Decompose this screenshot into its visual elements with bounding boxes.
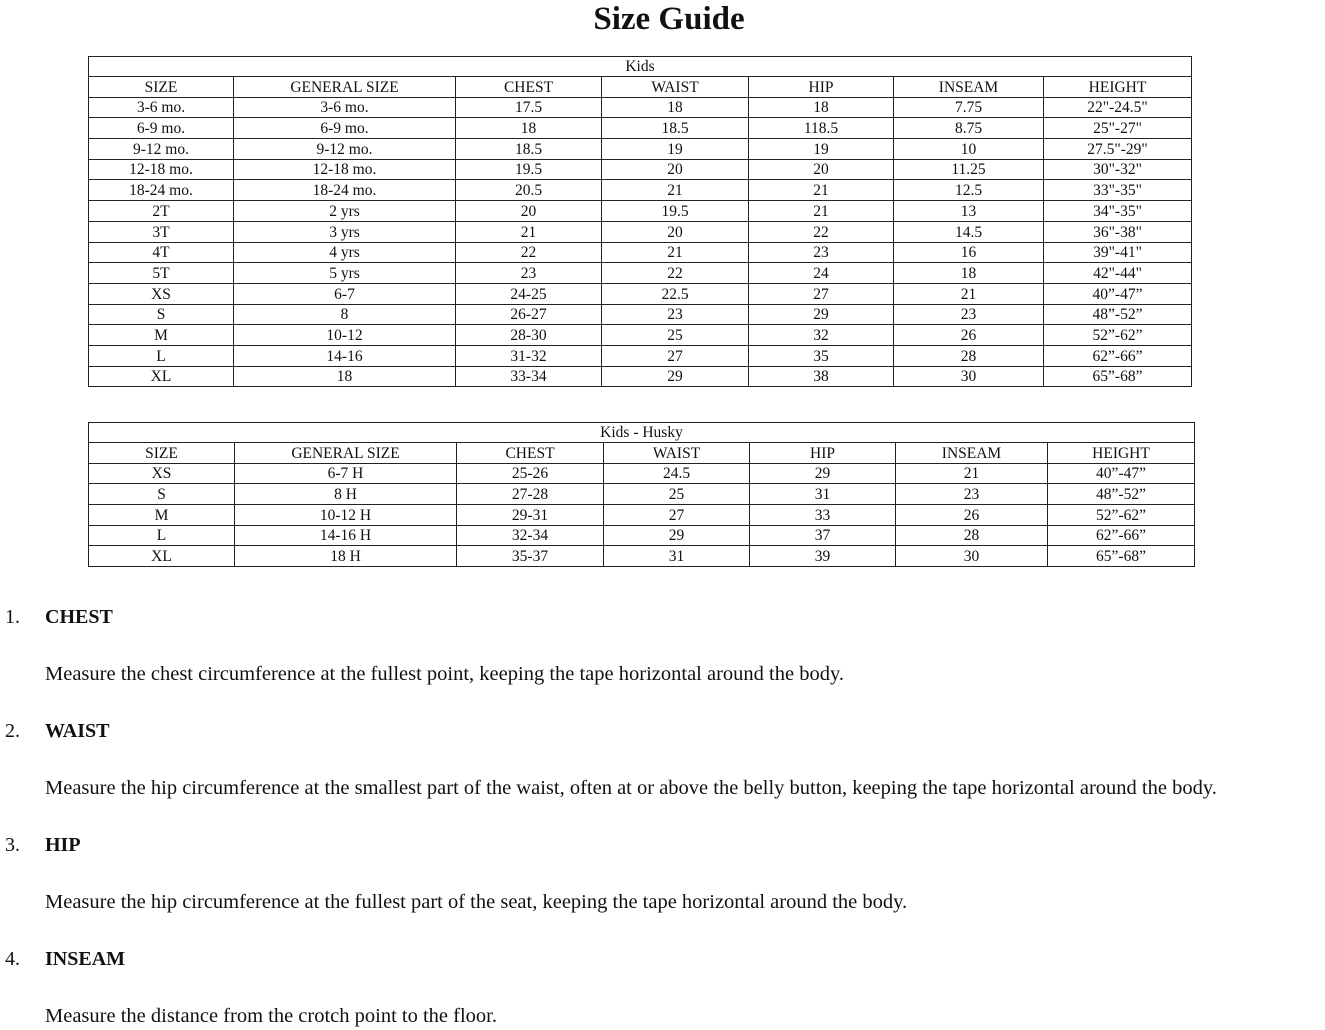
page-title: Size Guide [593, 1, 745, 37]
table-cell: 22"-24.5" [1044, 97, 1192, 118]
table-cell: 20 [749, 159, 894, 180]
table-cell: 26 [894, 325, 1044, 346]
table-cell: 52”-62” [1044, 325, 1192, 346]
table-cell: 33"-35" [1044, 180, 1192, 201]
table-cell: 30 [896, 546, 1048, 567]
table-row [89, 221, 1192, 242]
table-cell: XL [89, 546, 235, 567]
column-header: CHEST [456, 77, 602, 98]
table-cell: 33 [750, 505, 896, 526]
header-row [89, 443, 1195, 464]
table-row [89, 159, 1192, 180]
table-row [89, 366, 1192, 387]
column-header: HEIGHT [1048, 443, 1195, 464]
table-cell: 24-25 [456, 283, 602, 304]
list-number: 4. [5, 948, 20, 970]
table-cell: 31 [750, 484, 896, 505]
table-cell: 21 [602, 180, 749, 201]
table-cell: 10-12 [234, 325, 456, 346]
table-cell: 17.5 [456, 97, 602, 118]
table-cell: 10-12 H [235, 505, 457, 526]
table-cell: 48”-52” [1048, 484, 1195, 505]
table-cell: 14-16 H [235, 525, 457, 546]
table-cell: 2 yrs [234, 201, 456, 222]
table-cell: 23 [896, 484, 1048, 505]
table-cell: 18-24 mo. [234, 180, 456, 201]
table-cell: 19 [749, 139, 894, 160]
table-cell: 3 yrs [234, 221, 456, 242]
column-header: INSEAM [896, 443, 1048, 464]
table-cell: M [89, 325, 234, 346]
table-cell: 22 [456, 242, 602, 263]
table-cell: 62”-66” [1044, 345, 1192, 366]
table-cell: 27-28 [457, 484, 604, 505]
column-header: GENERAL SIZE [235, 443, 457, 464]
table-cell: 52”-62” [1048, 505, 1195, 526]
table-cell: 65”-68” [1044, 366, 1192, 387]
table-cell: 39 [750, 546, 896, 567]
table-row [89, 139, 1192, 160]
table-cell: 6-7 H [235, 463, 457, 484]
table-cell: 25 [604, 484, 750, 505]
table-cell: 18 [602, 97, 749, 118]
table-cell: 19.5 [456, 159, 602, 180]
kids-size-table [88, 56, 1192, 387]
table-cell: 18 [234, 366, 456, 387]
table-cell: 35 [749, 345, 894, 366]
table-row [89, 546, 1195, 567]
measurement-description: Measure the chest circumference at the fullest point, keeping the tape horizontal around the body. [45, 663, 845, 685]
table-cell: 7.75 [894, 97, 1044, 118]
column-header: WAIST [602, 77, 749, 98]
table-cell: 31 [604, 546, 750, 567]
column-header: INSEAM [894, 77, 1044, 98]
table-row [89, 525, 1195, 546]
table-cell: 31-32 [456, 345, 602, 366]
table-cell: 5 yrs [234, 263, 456, 284]
table-cell: 29-31 [457, 505, 604, 526]
header-row [89, 77, 1192, 98]
table-row [89, 505, 1195, 526]
table-cell: 29 [602, 366, 749, 387]
table-row [89, 283, 1192, 304]
table-cell: 14.5 [894, 221, 1044, 242]
table-cell: 20 [602, 221, 749, 242]
measurement-description: Measure the hip circumference at the fullest part of the seat, keeping the tape horizontal around the body. [45, 891, 908, 913]
table-cell: 21 [602, 242, 749, 263]
column-header: HIP [750, 443, 896, 464]
table-row [89, 180, 1192, 201]
table-cell: XL [89, 366, 234, 387]
table-cell: 42"-44" [1044, 263, 1192, 284]
table-cell: 29 [604, 525, 750, 546]
table-cell: 26 [896, 505, 1048, 526]
table-cell: 6-9 mo. [89, 118, 234, 139]
table-cell: L [89, 525, 235, 546]
table-cell: 37 [750, 525, 896, 546]
table-cell: L [89, 345, 234, 366]
measurement-heading: WAIST [45, 720, 110, 742]
table-cell: 27.5"-29" [1044, 139, 1192, 160]
table-row [89, 263, 1192, 284]
table-row [89, 201, 1192, 222]
table-cell: 18 [894, 263, 1044, 284]
table-cell: 12.5 [894, 180, 1044, 201]
table-cell: 20 [602, 159, 749, 180]
table-cell: 18.5 [456, 139, 602, 160]
table-cell: 36"-38" [1044, 221, 1192, 242]
table-cell: 34"-35" [1044, 201, 1192, 222]
measurement-heading: INSEAM [45, 948, 126, 970]
measurement-description: Measure the distance from the crotch point to the floor. [45, 1005, 498, 1027]
table-cell: 19 [602, 139, 749, 160]
table-cell: 12-18 mo. [89, 159, 234, 180]
table-cell: 33-34 [456, 366, 602, 387]
table-cell: 40”-47” [1044, 283, 1192, 304]
table-cell: 27 [749, 283, 894, 304]
table-cell: 30"-32" [1044, 159, 1192, 180]
table-cell: 27 [604, 505, 750, 526]
list-number: 1. [5, 606, 20, 628]
table-cell: M [89, 505, 235, 526]
list-number: 3. [5, 834, 20, 856]
table-cell: XS [89, 283, 234, 304]
table-cell: 38 [749, 366, 894, 387]
table-cell: 6-9 mo. [234, 118, 456, 139]
table-cell: 8 H [235, 484, 457, 505]
table-cell: 18 [749, 97, 894, 118]
table-cell: 23 [602, 304, 749, 325]
table-row [89, 345, 1192, 366]
column-header: GENERAL SIZE [234, 77, 456, 98]
table-row [89, 118, 1192, 139]
table-cell: 12-18 mo. [234, 159, 456, 180]
table-cell: 25 [602, 325, 749, 346]
table-cell: 27 [602, 345, 749, 366]
table-cell: 4 yrs [234, 242, 456, 263]
column-header: WAIST [604, 443, 750, 464]
table-cell: 29 [750, 463, 896, 484]
table-cell: 32-34 [457, 525, 604, 546]
table-cell: 24.5 [604, 463, 750, 484]
table-cell: 18 [456, 118, 602, 139]
table-caption: Kids [89, 57, 1192, 77]
table-cell: 40”-47” [1048, 463, 1195, 484]
table-cell: 21 [896, 463, 1048, 484]
table-cell: 20.5 [456, 180, 602, 201]
table-cell: 23 [894, 304, 1044, 325]
table-cell: 4T [89, 242, 234, 263]
table-cell: 5T [89, 263, 234, 284]
table-cell: 18 H [235, 546, 457, 567]
table-cell: 22 [749, 221, 894, 242]
table-cell: 20 [456, 201, 602, 222]
measurement-heading: CHEST [45, 606, 113, 628]
table-cell: 25-26 [457, 463, 604, 484]
table-cell: 23 [456, 263, 602, 284]
table-cell: 26-27 [456, 304, 602, 325]
table-cell: 35-37 [457, 546, 604, 567]
column-header: SIZE [89, 77, 234, 98]
table-cell: 8.75 [894, 118, 1044, 139]
table-row [89, 484, 1195, 505]
table-cell: 9-12 mo. [89, 139, 234, 160]
table-cell: 39"-41" [1044, 242, 1192, 263]
table-cell: S [89, 484, 235, 505]
table-cell: 21 [456, 221, 602, 242]
table-cell: 24 [749, 263, 894, 284]
table-cell: XS [89, 463, 235, 484]
table-cell: 3T [89, 221, 234, 242]
table-cell: 3-6 mo. [234, 97, 456, 118]
measurement-description: Measure the hip circumference at the smallest part of the waist, often at or above the belly button, keeping the tape horizontal around the body. [45, 777, 1217, 799]
table-row [89, 97, 1192, 118]
table-cell: 30 [894, 366, 1044, 387]
table-cell: 19.5 [602, 201, 749, 222]
table-cell: 25"-27" [1044, 118, 1192, 139]
column-header: HEIGHT [1044, 77, 1192, 98]
table-cell: 3-6 mo. [89, 97, 234, 118]
table-cell: 18-24 mo. [89, 180, 234, 201]
table-cell: 11.25 [894, 159, 1044, 180]
table-cell: 21 [894, 283, 1044, 304]
table-cell: 21 [749, 201, 894, 222]
table-cell: 8 [234, 304, 456, 325]
table-cell: S [89, 304, 234, 325]
table-cell: 9-12 mo. [234, 139, 456, 160]
table-row [89, 242, 1192, 263]
table-cell: 65”-68” [1048, 546, 1195, 567]
column-header: CHEST [457, 443, 604, 464]
table-cell: 10 [894, 139, 1044, 160]
table-cell: 21 [749, 180, 894, 201]
table-cell: 118.5 [749, 118, 894, 139]
list-number: 2. [5, 720, 20, 742]
column-header: HIP [749, 77, 894, 98]
table-row [89, 325, 1192, 346]
measurement-heading: HIP [45, 834, 81, 856]
table-cell: 14-16 [234, 345, 456, 366]
table-cell: 28 [896, 525, 1048, 546]
table-cell: 28-30 [456, 325, 602, 346]
table-cell: 32 [749, 325, 894, 346]
table-cell: 22 [602, 263, 749, 284]
table-cell: 22.5 [602, 283, 749, 304]
table-cell: 28 [894, 345, 1044, 366]
table-cell: 6-7 [234, 283, 456, 304]
table-caption: Kids - Husky [89, 423, 1195, 443]
table-cell: 62”-66” [1048, 525, 1195, 546]
kids-husky-size-table [88, 422, 1195, 567]
table-cell: 2T [89, 201, 234, 222]
table-cell: 29 [749, 304, 894, 325]
table-cell: 16 [894, 242, 1044, 263]
table-row [89, 463, 1195, 484]
column-header: SIZE [89, 443, 235, 464]
table-row [89, 304, 1192, 325]
table-cell: 13 [894, 201, 1044, 222]
table-cell: 18.5 [602, 118, 749, 139]
table-cell: 48”-52” [1044, 304, 1192, 325]
table-cell: 23 [749, 242, 894, 263]
